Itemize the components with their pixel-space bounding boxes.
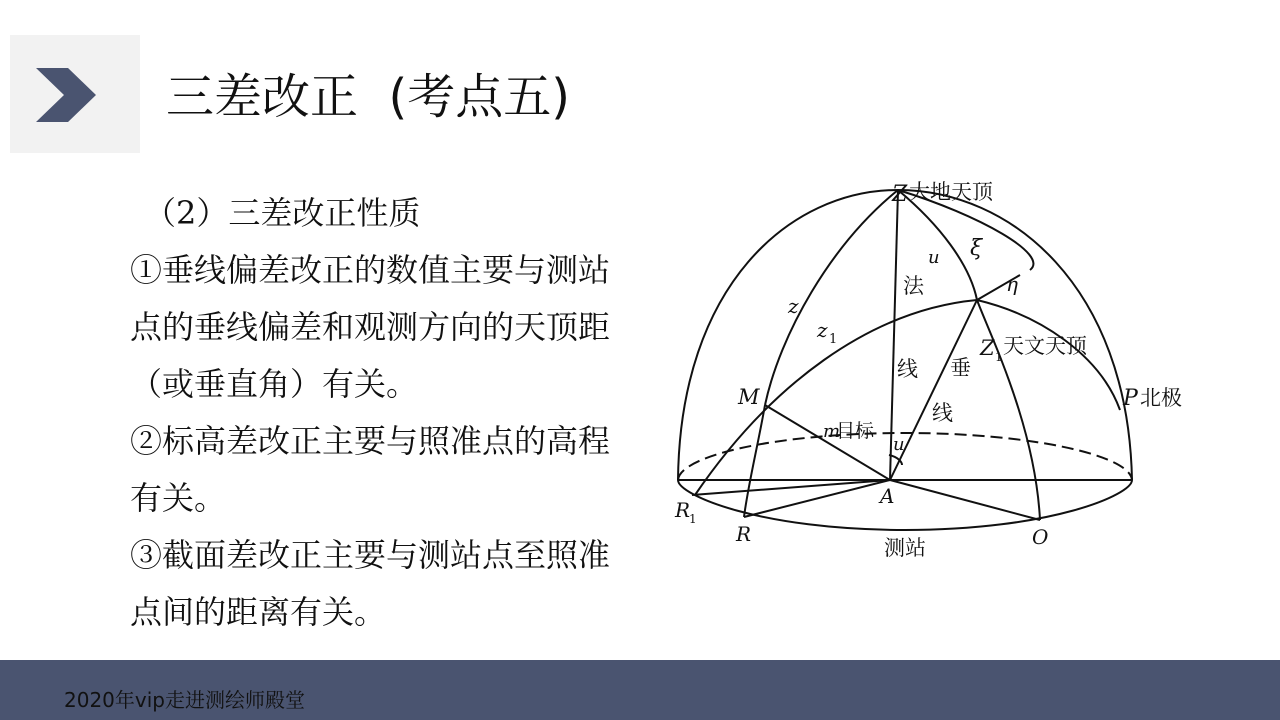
list-item: ②标高差改正主要与照准点的高程有关。 [130, 422, 611, 517]
content-body [104, 185, 624, 641]
footer-text: 2020年vip走进测绘师殿堂 [64, 688, 305, 712]
arc-z1-o [977, 300, 1040, 520]
label-u-angle: u [893, 434, 905, 455]
page-title: 三差改正 (考点五) [166, 69, 570, 125]
label-plumb-1: 垂 [950, 356, 971, 380]
label-xi: ξ [970, 236, 983, 261]
label-P: P [1123, 386, 1138, 411]
label-station: 测站 [884, 536, 926, 560]
logo-box [10, 35, 140, 153]
list-item: ①垂线偏差改正的数值主要与测站点的垂线偏差和观测方向的天顶距（或垂直角）有关。 [130, 251, 611, 403]
label-target: 目标 [836, 420, 875, 442]
label-z: z [788, 294, 799, 318]
label-normal-2: 线 [897, 357, 918, 381]
label-R1: R [675, 498, 691, 522]
line-a-o [890, 480, 1040, 520]
arc-z [765, 190, 898, 405]
label-north-pole: 北极 [1140, 386, 1182, 410]
label-z1: z [817, 318, 828, 342]
label-m: m [823, 421, 841, 442]
label-astro-zenith: 天文天顶 [1003, 334, 1087, 358]
label-normal-1: 法 [903, 274, 924, 298]
footer-bar [0, 660, 1280, 720]
label-R1-sub: 1 [689, 512, 697, 526]
deflection-diagram [640, 165, 1220, 565]
label-Z: Z [892, 182, 908, 207]
subheading: （2）三差改正性质 [144, 194, 421, 232]
label-Z1: Z [980, 336, 995, 360]
line-m-a [765, 405, 890, 480]
label-M: M [738, 385, 760, 409]
label-Z1-sub: 1 [995, 350, 1003, 364]
label-geodetic-zenith: 大地天顶 [909, 180, 993, 204]
chevron-right-icon [10, 35, 140, 153]
label-eta: η [1006, 272, 1018, 296]
base-ellipse-back [678, 433, 1132, 480]
label-O: O [1032, 525, 1049, 549]
label-A: A [880, 484, 895, 508]
label-z1-sub: 1 [829, 332, 838, 347]
label-u: u [928, 247, 940, 268]
list-item: ③截面差改正主要与测站点至照准点间的距离有关。 [130, 536, 611, 631]
label-R: R [736, 522, 752, 546]
label-plumb-2: 线 [932, 401, 953, 425]
